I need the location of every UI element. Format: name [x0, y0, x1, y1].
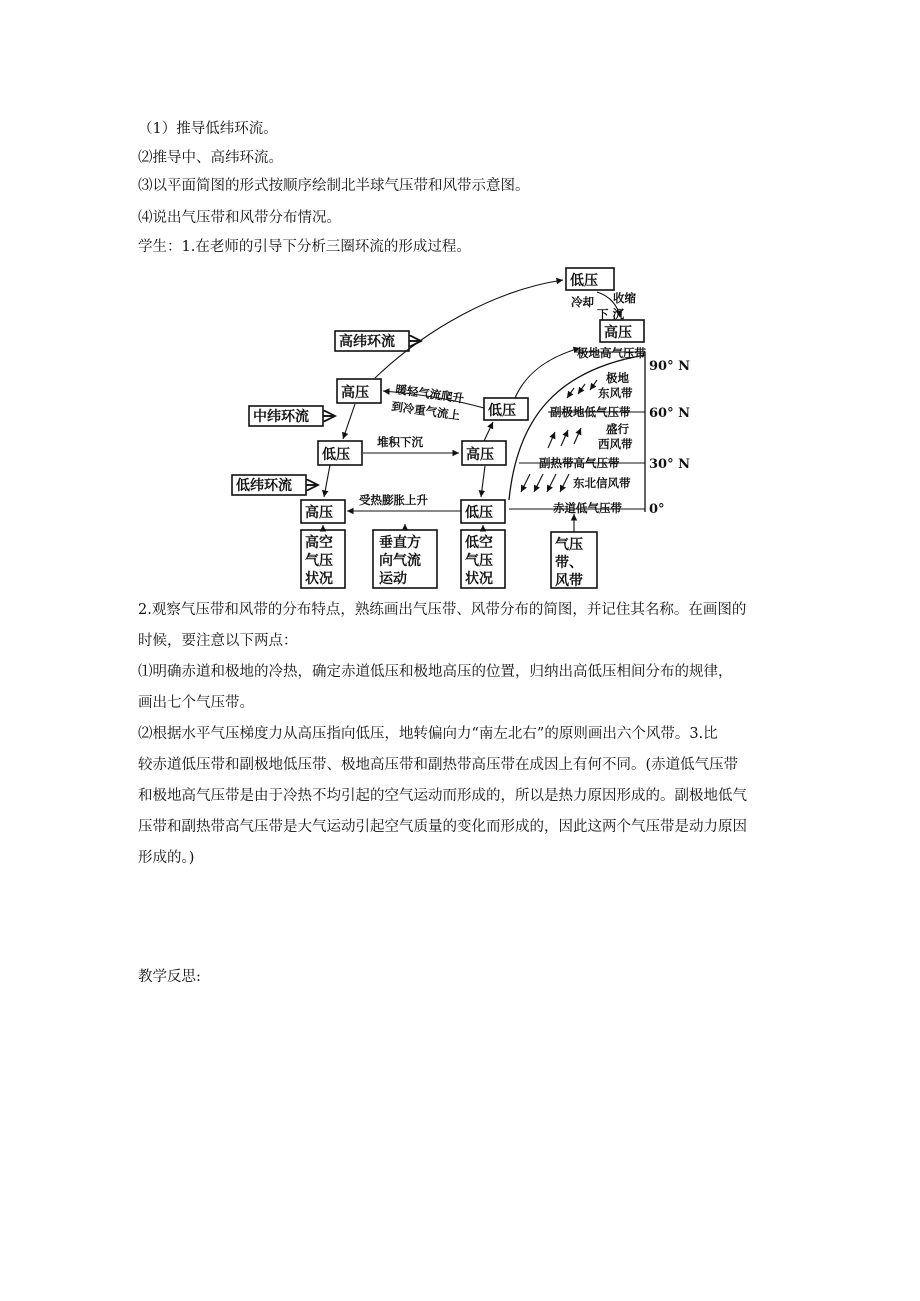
top-low-label: 低压 [570, 273, 598, 289]
para-line-1: 2.观察气压带和风带的分布特点，熟练画出气压带、风带分布的简图，并记住其名称。在画图的 [138, 602, 747, 618]
mid-lat-circulation [249, 406, 335, 426]
right-high-label: 高压 [466, 447, 494, 463]
svg-text:垂直方: 垂直方 [379, 535, 421, 551]
three-cell-circulation-diagram [225, 260, 695, 592]
left-low-label: 低压 [322, 447, 350, 463]
svg-text:向气流: 向气流 [379, 553, 421, 569]
para-line-7: 和极地高气压带是由于冷热不均引起的空气运动而形成的，所以是热力原因形成的。副极地低气 [138, 788, 747, 804]
svg-text:状况: 状况 [465, 571, 493, 587]
lat-0: 0° [649, 502, 665, 517]
para-line-2: 时候，要注意以下两点： [138, 633, 298, 649]
westerly-2: 西风带 [598, 437, 633, 451]
over-cold-label: 到冷重气流上 [390, 399, 461, 423]
top-high-label: 高压 [604, 325, 632, 341]
intro-line-3: ⑶以平面简图的形式按顺序绘制北半球气压带和风带示意图。 [138, 178, 530, 194]
para-line-4: 画出七个气压带。 [138, 695, 254, 711]
high-lat-label: 高纬环流 [339, 334, 395, 350]
para-line-8: 压带和副热带高气压带是大气运动引起空气质量的变化而形成的，因此这两个气压带是动力原因 [138, 819, 747, 835]
svg-text:风带: 风带 [555, 573, 583, 589]
polar-easterly-arrows [567, 380, 597, 398]
vertical-flow-box [373, 530, 437, 588]
westerly-1: 盛行 [606, 422, 629, 436]
upper-pressure-box [301, 530, 345, 588]
westerly-arrows [548, 428, 581, 448]
intro-line-5: 学生：1.在老师的引导下分析三圈环流的形成过程。 [138, 239, 471, 255]
polar-east-wind-1: 极地 [606, 371, 629, 385]
para-line-6: 较赤道低压带和副极地低压带、极地高压带和副热带高压带在成因上有何不同。(赤道低气压带 [138, 757, 739, 773]
mid-low-label: 低压 [488, 403, 516, 419]
intro-line-2: ⑵推导中、高纬环流。 [138, 150, 283, 166]
sink-label: 下 沉 [597, 307, 625, 321]
low-lat-circulation [232, 475, 318, 495]
intro-line-4: ⑷说出气压带和风带分布情况。 [138, 210, 341, 226]
para-line-5: ⑵根据水平气压梯度力从高压指向低压，地转偏向力“南左北右”的原则画出六个风带。3.比 [138, 726, 718, 742]
bottom-high-label: 高压 [305, 505, 333, 521]
intro-line-1: （1）推导低纬环流。 [138, 121, 278, 137]
svg-text:高空: 高空 [305, 535, 333, 551]
ne-trade-wind: 东北信风带 [573, 476, 631, 490]
heat-rise-label: 受热膨胀上升 [359, 493, 428, 507]
low-lat-label: 低纬环流 [236, 478, 292, 494]
lat-60: 60° N [649, 406, 690, 421]
svg-text:气压: 气压 [555, 537, 583, 553]
polar-high-belt: 极地高气压带 [577, 346, 646, 360]
high-lat-circulation [335, 331, 421, 351]
lower-pressure-box [461, 530, 505, 588]
svg-text:运动: 运动 [379, 571, 407, 587]
belt-legend-box [551, 532, 597, 589]
svg-text:气压: 气压 [465, 553, 493, 569]
explanation-paragraph [138, 595, 784, 874]
upper-high-label: 高压 [341, 385, 369, 401]
cooling-label: 冷却 [571, 295, 594, 309]
lat-90: 90° N [649, 359, 690, 374]
trade-wind-arrows [521, 474, 569, 492]
pile-sink-label: 堆积下沉 [377, 435, 423, 449]
para-line-9: 形成的。) [138, 850, 195, 866]
lat-30: 30° N [649, 457, 690, 472]
bottom-low-label: 低压 [465, 505, 493, 521]
shrink-label: 收缩 [613, 291, 636, 305]
svg-text:气压: 气压 [305, 553, 333, 569]
svg-text:带、: 带、 [555, 555, 583, 571]
svg-text:低空: 低空 [465, 535, 493, 551]
warm-climb-label: 暖轻气流爬升 [394, 382, 465, 406]
polar-east-wind-2: 东风带 [598, 386, 633, 400]
reflection-heading: 教学反思: [138, 969, 201, 985]
mid-lat-label: 中纬环流 [253, 409, 309, 425]
subpolar-low-belt: 副极地低气压带 [550, 405, 631, 419]
svg-text:状况: 状况 [305, 571, 333, 587]
equatorial-low-belt: 赤道低气压带 [553, 501, 622, 515]
subtropical-high-belt: 副热带高气压带 [539, 456, 620, 470]
para-line-3: ⑴明确赤道和极地的冷热，确定赤道低压和极地高压的位置，归纳出高低压相间分布的规律， [138, 664, 733, 680]
